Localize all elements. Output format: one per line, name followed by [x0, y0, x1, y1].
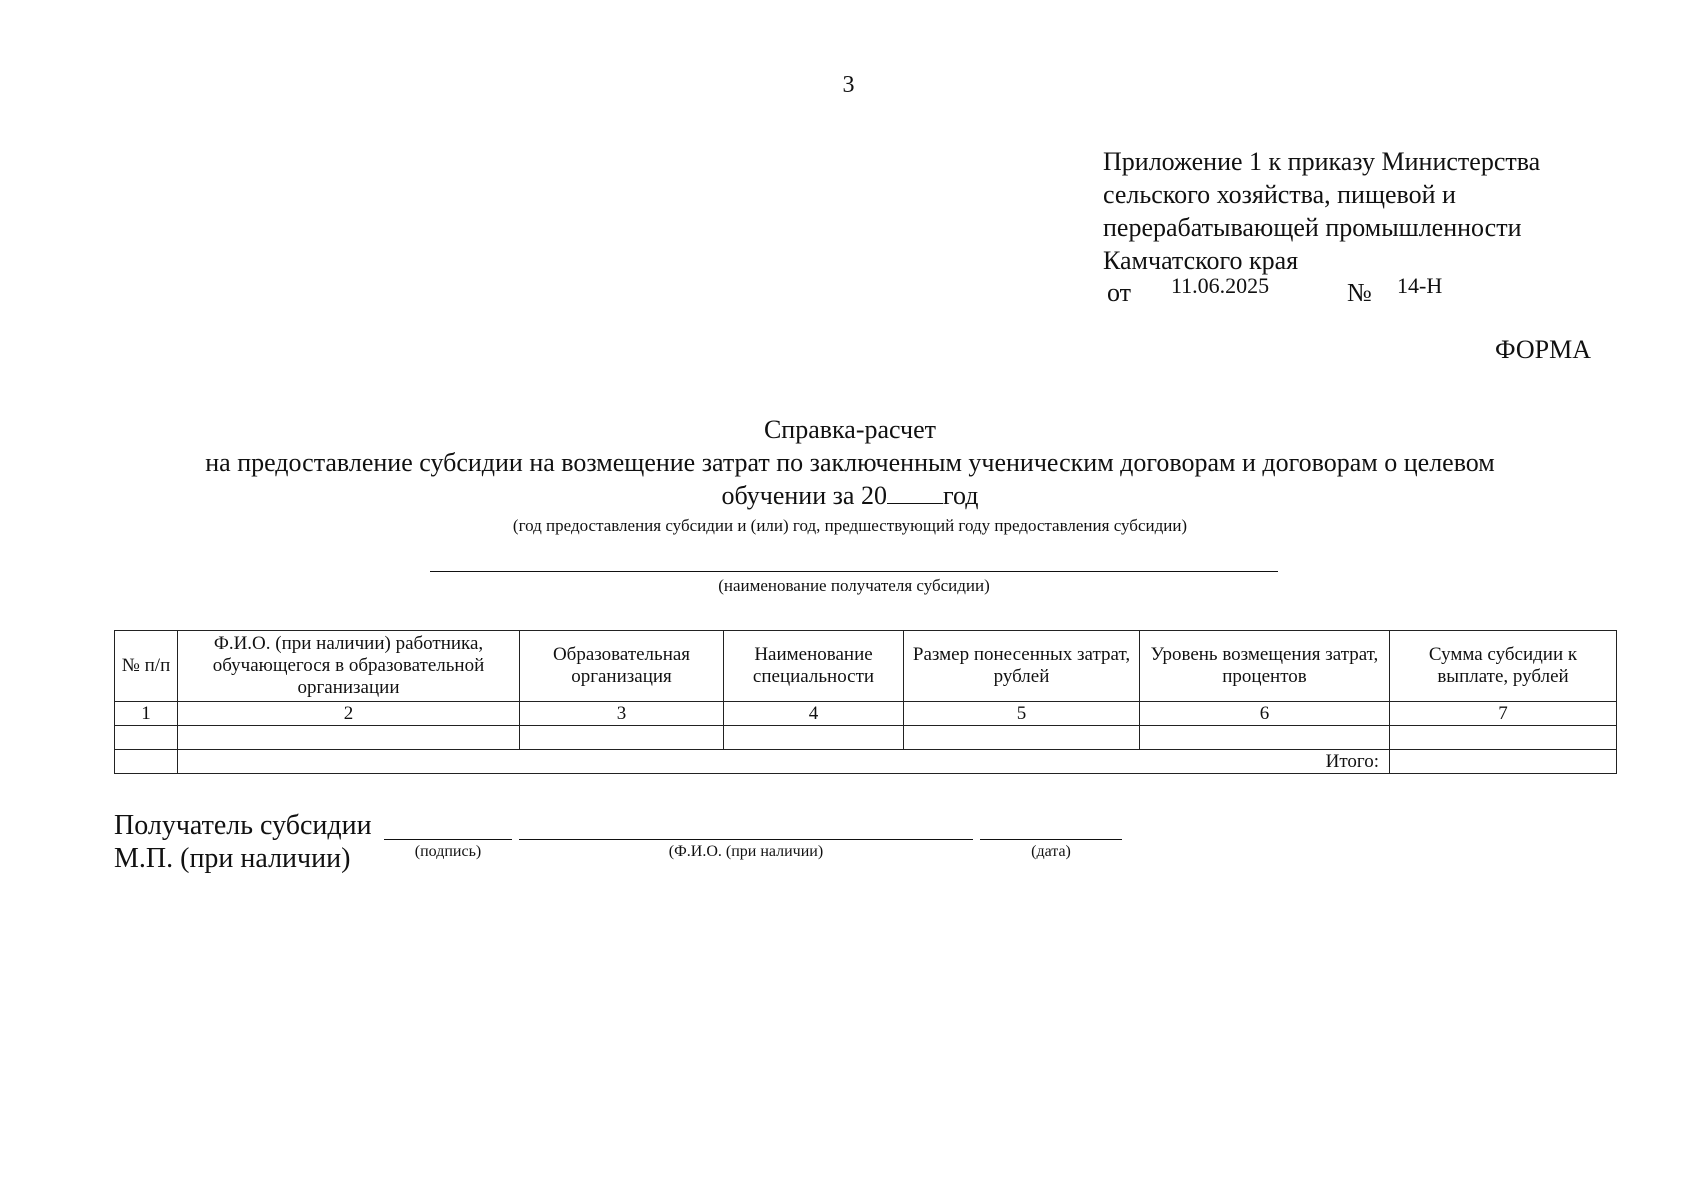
title-year-suffix: год — [942, 481, 979, 510]
appendix-line: Приложение 1 к приказу Министерства — [1103, 147, 1541, 176]
table-cell[interactable] — [904, 726, 1140, 750]
order-number: 14-Н — [1397, 273, 1443, 298]
column-number: 4 — [724, 702, 904, 726]
column-header: Размер понесенных затрат, рублей — [904, 631, 1140, 702]
signature-caption: (подпись) — [414, 843, 482, 860]
column-header: Сумма субсидии к выплате, рублей — [1390, 631, 1617, 702]
calculation-table — [114, 630, 1617, 774]
total-label: Итого: — [178, 750, 1390, 774]
table-cell[interactable] — [1390, 726, 1617, 750]
title-line-1: Справка-расчет — [763, 415, 937, 444]
date-line[interactable] — [980, 839, 1122, 840]
column-number: 5 — [904, 702, 1140, 726]
recipient-name-caption: (наименование получателя субсидии) — [718, 576, 990, 595]
column-number-row — [115, 702, 1617, 726]
title-note: (год предоставления субсидии и (или) год, предшествующий году предоставления субсидии) — [512, 516, 1188, 535]
appendix-line: сельского хозяйства, пищевой и — [1103, 180, 1456, 209]
table-row — [115, 726, 1617, 750]
table-cell — [115, 750, 178, 774]
full-name-caption: (Ф.И.О. (при наличии) — [668, 843, 824, 860]
signature-line[interactable] — [384, 839, 512, 840]
year-blank[interactable] — [887, 479, 943, 504]
column-number: 1 — [115, 702, 178, 726]
column-header: Ф.И.О. (при наличии) работника, обучающегося в образовательной организации — [178, 631, 520, 702]
appendix-reference — [1103, 145, 1623, 277]
document-title — [90, 413, 1610, 537]
total-row — [115, 750, 1617, 774]
column-number: 7 — [1390, 702, 1617, 726]
column-number: 2 — [178, 702, 520, 726]
table-cell[interactable] — [178, 726, 520, 750]
recipient-signature-label: Получатель субсидии — [114, 810, 372, 841]
column-header: Наименование специальности — [724, 631, 904, 702]
table-cell[interactable] — [1140, 726, 1390, 750]
page-number: 3 — [842, 72, 855, 98]
table-cell[interactable] — [520, 726, 724, 750]
appendix-line: перерабатывающей промышленности — [1103, 213, 1522, 242]
column-header: № п/п — [115, 631, 178, 702]
column-header: Образовательная организация — [520, 631, 724, 702]
column-header: Уровень возмещения затрат, процентов — [1140, 631, 1390, 702]
title-line-2: на предоставление субсидии на возмещение затрат по заключенным ученическим договорам и договорам о целевом — [205, 448, 1495, 477]
form-label: ФОРМА — [1495, 335, 1591, 364]
order-from-label: от — [1107, 278, 1132, 307]
order-date: 11.06.2025 — [1171, 273, 1270, 298]
full-name-line[interactable] — [519, 839, 973, 840]
title-year-prefix: обучении за 20 — [721, 481, 887, 510]
table-header-row — [115, 631, 1617, 702]
total-value-cell[interactable] — [1390, 750, 1617, 774]
title-line-3 — [90, 479, 1610, 512]
recipient-name-line[interactable] — [430, 571, 1278, 572]
table-cell[interactable] — [724, 726, 904, 750]
column-number: 3 — [520, 702, 724, 726]
date-caption: (дата) — [1031, 843, 1071, 860]
column-number: 6 — [1140, 702, 1390, 726]
stamp-label: М.П. (при наличии) — [114, 843, 351, 874]
order-number-label: № — [1347, 278, 1372, 307]
table-cell[interactable] — [115, 726, 178, 750]
appendix-line: Камчатского края — [1103, 246, 1299, 275]
